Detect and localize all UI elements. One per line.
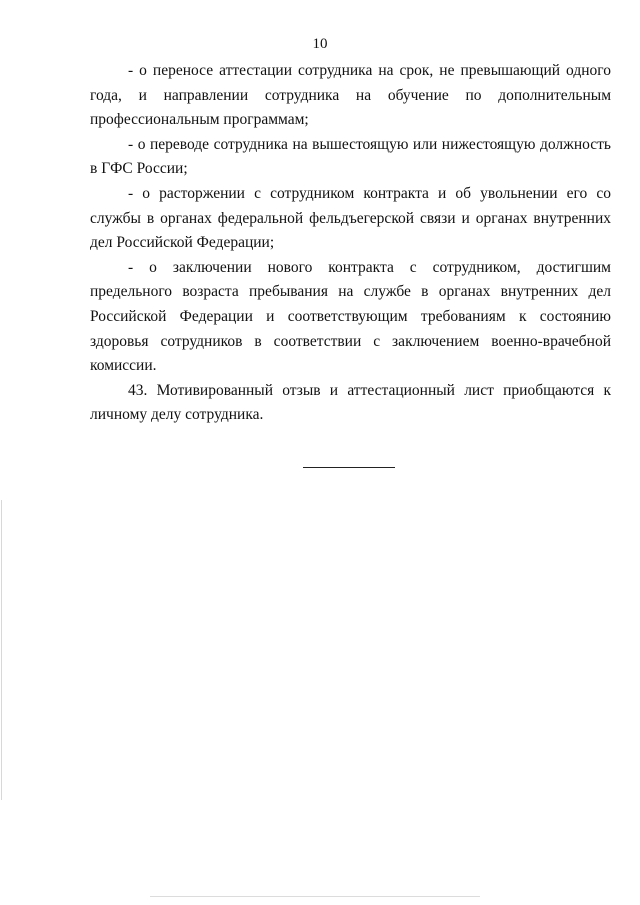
paragraph-item-43: 43. Мотивированный отзыв и аттестационный лист приобщаются к личному делу сотрудника. <box>90 381 611 424</box>
paragraph-new-contract: - о заключении нового контракта с сотрудником, достигшим предельного возраста пребывания на службе в органах внутренних дел Российской Федерации и соответствующим требованиям к состоянию здоровья сотрудников в соответствии с заключением военно-врачебной комиссии. <box>90 258 611 375</box>
scan-edge-left <box>1 500 2 800</box>
paragraph-transfer-position: - о переводе сотрудника на вышестоящую или нижестоящую должность в ГФС России; <box>90 135 611 178</box>
document-body <box>90 59 611 428</box>
page-number: 10 <box>312 36 328 52</box>
scan-edge-bottom <box>150 896 480 897</box>
end-of-document-rule <box>303 467 395 468</box>
paragraph-termination-contract: - о расторжении с сотрудником контракта и об увольнении его со службы в органах федеральной фельдъегерской связи и органах внутренних дел Российской Федерации; <box>90 184 611 252</box>
paragraph-postpone-attestation: - о переносе аттестации сотрудника на срок, не превышающий одного года, и направлении сотрудника на обучение по дополнительным профессиональным программам; <box>90 62 611 129</box>
